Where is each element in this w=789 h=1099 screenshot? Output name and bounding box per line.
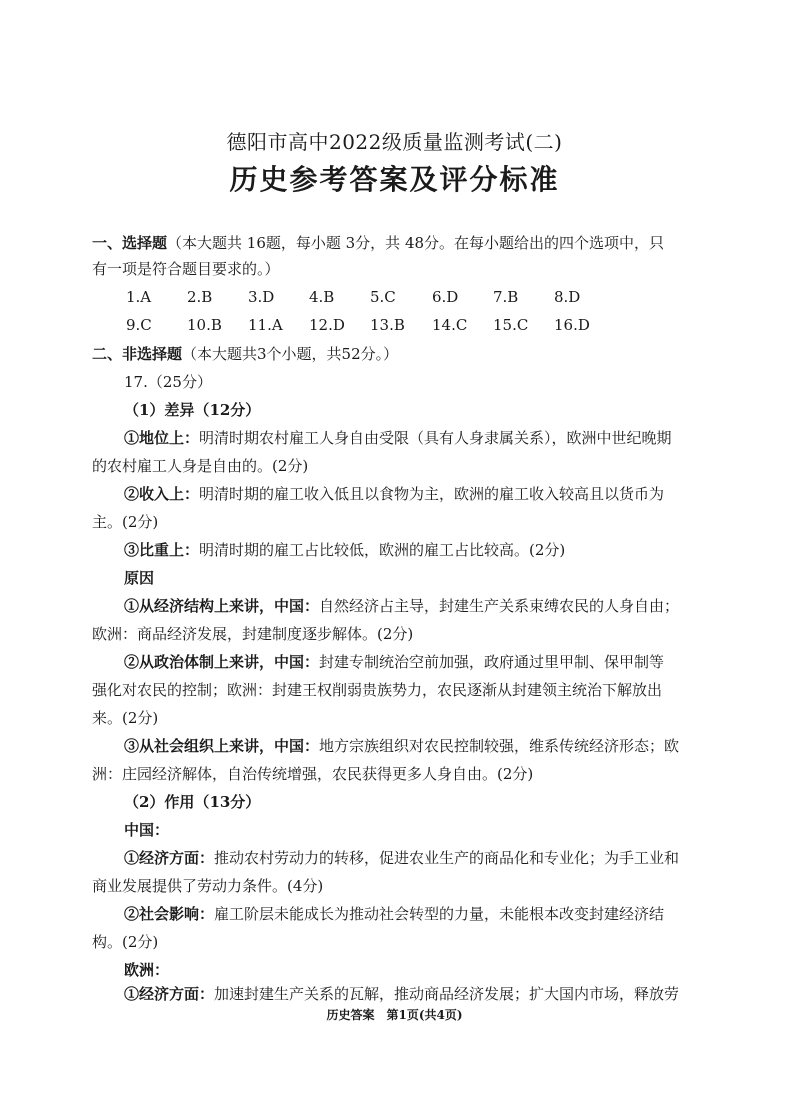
point-label: ②从政治体制上来讲，中国： [124, 653, 320, 671]
china-point-2 [124, 903, 704, 925]
reason-3-cont: 洲：庄园经济解体，自治传统增强，农民获得更多人身自由。(2分) [92, 765, 534, 783]
answer-item: 7.B [493, 288, 519, 306]
page-footer: 历史答案 第1页(共4页) [326, 1008, 463, 1022]
answer-item: 3.D [248, 288, 275, 306]
point-text: 自然经济占主导，封建生产关系束缚农民的人身自由； [319, 597, 680, 615]
part1-point-a [124, 427, 704, 449]
section1-desc: （本大题共 16题，每小题 3分，共 48分。在每小题给出的四个选项中，只 [167, 234, 665, 252]
reason-2 [124, 651, 704, 673]
answer-item: 12.D [309, 316, 345, 334]
point-text: 明清时期的雇工收入低且以食物为主，欧洲的雇工收入较高且以货币为 [199, 485, 665, 503]
reason-1-cont: 欧洲：商品经济发展，封建制度逐步解体。(2分) [92, 625, 414, 643]
section2-intro [92, 343, 704, 365]
section1-intro [92, 232, 704, 254]
point-text: 推动农村劳动力的转移，促进农业生产的商品化和专业化；为手工业和 [214, 849, 680, 867]
point-text: 加速封建生产关系的瓦解，推动商品经济发展；扩大国内市场，释放劳 [214, 985, 680, 1003]
part1-point-b-cont: 主。(2分) [92, 513, 159, 531]
answer-item: 15.C [493, 316, 529, 334]
answer-item: 11.A [248, 316, 283, 334]
question-17-label: 17.（25分） [124, 373, 212, 391]
answer-item: 1.A [126, 288, 152, 306]
part1-point-a-cont: 的农村雇工人身是自由的。(2分) [92, 457, 309, 475]
part1-point-b [124, 483, 704, 505]
reason-1 [124, 595, 704, 617]
answer-item: 16.D [554, 316, 590, 334]
point-label: ①经济方面： [124, 849, 215, 867]
section2-heading: 二、非选择题 [92, 345, 183, 363]
answer-item: 14.C [432, 316, 468, 334]
point-text: 明清时期农村雇工人身自由受限（具有人身隶属关系），欧洲中世纪晚期 [199, 429, 672, 447]
answer-item: 13.B [370, 316, 405, 334]
page-title: 历史参考答案及评分标准 [229, 163, 560, 196]
china-label: 中国： [124, 821, 170, 839]
answer-item: 5.C [370, 288, 396, 306]
point-label: ③比重上： [124, 541, 200, 559]
answer-item: 4.B [309, 288, 335, 306]
part1-point-c [124, 539, 704, 561]
point-label: ③从社会组织上来讲，中国： [124, 737, 320, 755]
point-text: 地方宗族组织对农民控制较强，维系传统经济形态；欧 [319, 737, 680, 755]
answer-item: 6.D [432, 288, 459, 306]
point-text: 封建专制统治空前加强，政府通过里甲制、保甲制等 [319, 653, 665, 671]
answer-item: 10.B [187, 316, 222, 334]
point-text: 明清时期的雇工占比较低，欧洲的雇工占比较高。(2分) [199, 541, 566, 559]
section1-heading: 一、选择题 [92, 234, 168, 252]
point-label: ①经济方面： [124, 985, 215, 1003]
reason-2-cont: 强化对农民的控制；欧洲：封建王权削弱贵族势力，农民逐渐从封建领主统治下解放出 [92, 681, 663, 699]
europe-point-1 [124, 983, 704, 1005]
answer-item: 9.C [126, 316, 152, 334]
part2-title: （2）作用（13分） [124, 793, 261, 811]
answer-item: 2.B [187, 288, 213, 306]
answer-item: 8.D [554, 288, 581, 306]
reason-2-cont2: 来。(2分) [92, 709, 159, 727]
point-label: ②收入上： [124, 485, 200, 503]
section1-desc-cont: 有一项是符合题目要求的。） [92, 260, 280, 278]
china-point-1-cont: 商业发展提供了劳动力条件。(4分) [92, 877, 324, 895]
china-point-1 [124, 847, 704, 869]
point-text: 雇工阶层未能成长为推动社会转型的力量，未能根本改变封建经济结 [214, 905, 665, 923]
reason-title: 原因 [124, 569, 155, 587]
exam-title: 德阳市高中2022级质量监测考试(二) [226, 130, 563, 154]
point-label: ①从经济结构上来讲，中国： [124, 597, 320, 615]
europe-label: 欧洲： [124, 961, 170, 979]
part1-title: （1）差异（12分） [124, 401, 261, 419]
point-label: ②社会影响： [124, 905, 215, 923]
section2-desc: （本大题共3个小题，共52分。） [182, 345, 399, 363]
point-label: ①地位上： [124, 429, 200, 447]
china-point-2-cont: 构。(2分) [92, 933, 159, 951]
reason-3 [124, 735, 704, 757]
